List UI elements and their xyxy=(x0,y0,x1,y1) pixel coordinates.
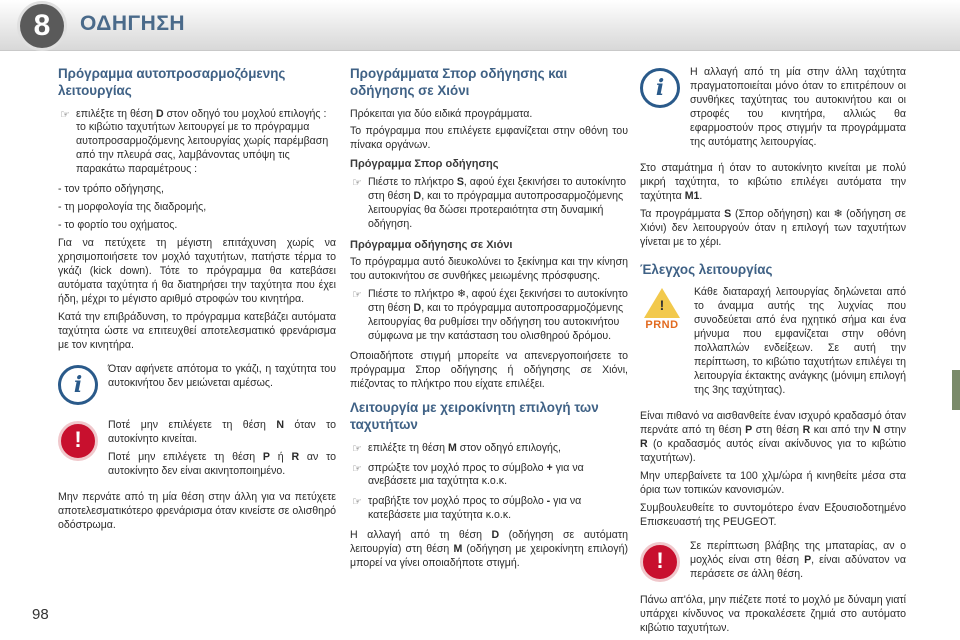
column-1 xyxy=(58,66,336,537)
section-heading-sport-snow: Προγράμματα Σπορ οδήγησης και οδήγησης σε Χιόνι xyxy=(350,66,568,98)
paragraph-deceleration: Κατά την επιβράδυνση, το πρόγραμμα κατεβάζει αυτόματα ταχύτητα ώστε να επιτευχθεί αποτελεσματικό φρενάρισμα με τον κινητήρα. xyxy=(58,311,336,352)
subheading-snow: Πρόγραμμα οδήγησης σε Χιόνι xyxy=(350,238,513,251)
bullet-manual-down: ☞ τραβήξτε τον μοχλό προς το σύμβολο - για να κατεβάσετε μια ταχύτητα κ.ο.κ. xyxy=(352,495,582,522)
warning-icon xyxy=(640,542,680,582)
section-heading-check: Έλεγχος λειτουργίας xyxy=(640,261,773,277)
pointer-icon: ☞ xyxy=(352,289,362,302)
pointer-icon: ☞ xyxy=(352,442,362,455)
info-icon xyxy=(58,365,98,405)
pointer-icon: ☞ xyxy=(352,176,362,189)
param-vehicle-load: - το φορτίο του οχήματος. xyxy=(58,219,178,232)
bullet-manual-m: ☞ επιλέξτε τη θέση M στον οδηγό επιλογής, xyxy=(352,441,561,455)
warning-box-battery: ! Σε περίπτωση βλάβης της μπαταρίας, αν ο μοχλός είναι στη θέση P, είναι αδύνατον να περάσετε σε άλλη θέση. xyxy=(640,540,906,586)
pointer-icon: ☞ xyxy=(60,108,70,121)
chapter-side-tab xyxy=(952,370,960,410)
section-heading-adaptive: Πρόγραμμα αυτοπροσαρμοζόμενης λειτουργίας xyxy=(58,66,286,98)
pointer-icon: ☞ xyxy=(352,462,362,475)
subheading-sport: Πρόγραμμα Σπορ οδήγησης xyxy=(350,158,499,171)
check-box-prnd: ! PRND Κάθε διαταραχή λειτουργίας δηλώνεται από το άναμμα αυτής της λυχνίας που συνοδεύεται από ένα ηχητικό σήμα και ένα μήνυμα που εμφανίζεται στην οθόνη πολλαπλών ενδείξεων. Σε αυτή την περίπτωση, το κιβώτιο ταχυτήτων επιλέγει τη λειτουργία έκτακτης ανάγκης (μόνιμη επιλογή της 3ης ταχύτητας). xyxy=(640,286,906,402)
param-driving-style: - τον τρόπο οδήγησης, xyxy=(58,183,164,196)
warning-box-gear-selection: ! Ποτέ μην επιλέγετε τη θέση N όταν το αυτοκίνητο κινείται. Ποτέ μην επιλέγετε τη θέση P ή R αν το αυτοκίνητο δεν είναι ακινητοποιημένο. xyxy=(58,419,336,483)
chapter-title: ΟΔΗΓΗΣΗ xyxy=(80,12,186,35)
column-2: Προγράμματα Σπορ οδήγησης και οδήγησης σε Χιόνι Πρόκειται για δύο ειδικά προγράμματα. Το πρόγραμμα που επιλέγετε εμφανίζεται στην οθόνη του πίνακα οργάνων. Πρόγραμμα Σπορ οδήγησης ☞ Πιέστε το πλήκτρο S, αφού έχει ξεκινήσει το αυτοκίνητο στη θέση D, και το πρόγραμμα αυτοπροσαρμοζόμενης λειτουργίας θα δώσει προτεραιότητα στη δυναμική οδήγηση. Πρόγραμμα οδήγησης σε Χιόνι Το πρόγραμμα αυτό διευκολύνει το ξεκίνημα και την κίνηση του αυτοκινήτου σε συνθήκες μειωμένης πρόσφυσης. ☞ Πιέστε το πλήκτρο ❄, αφού έχει ξεκινήσει το αυτοκίνητο στη θέση D, και το πρόγραμμα αυτοπροσαρμοζόμενης λειτουργίας θα ρυθμίσει την οδήγηση του αυτοκινήτου σύμφωνα με την κατάσταση του ολισθηρού δρόμου. Οποιαδήποτε στιγμή μπορείτε να απενεργοποιήσετε το πρόγραμμα Σπορ οδήγησης ή οδήγησης σε Χιόνι, πιέζοντας το πλήκτρο που είχατε επιλέξει. Λειτουργία με χειροκίνητη επιλογή των ταχυτήτων ☞ επιλέξτε τη θέση M στον οδηγό επιλογής, ☞ σπρώξτε τον μοχλό προς το σύμβολο + για να ανεβάσετε μια ταχύτητα κ.ο.κ. ☞ τραβήξτε τον μοχλό προς το σύμβολο - για να κατεβάσετε μια ταχύτητα κ.ο.κ. Η αλλαγή από τη θέση D (οδήγηση σε αυτόματη λειτουργία) στη θέση M (οδήγηση με χειροκίνητη επιλογή) μπορεί να γίνει οποιαδήποτε στιγμή. xyxy=(350,66,629,570)
page-number: 98 xyxy=(32,606,49,623)
chapter-number-badge: 8 xyxy=(20,4,64,48)
bullet-snow: ☞ Πιέστε το πλήκτρο ❄, αφού έχει ξεκινήσει το αυτοκίνητο στη θέση D, και το πρόγραμμα αυτοπροσαρμοζόμενης λειτουργίας θα ρυθμίσει την οδήγηση του αυτοκινήτου σύμφωνα με την κατάσταση του ολισθηρού δρόμου. xyxy=(352,288,628,343)
warning-icon xyxy=(58,421,98,461)
section-heading-manual: Λειτουργία με χειροκίνητη επιλογή των ταχυτήτων xyxy=(350,400,599,432)
snowflake-icon: ❄ xyxy=(456,288,466,301)
paragraph-deactivate: Οποιαδήποτε στιγμή μπορείτε να απενεργοποιήσετε το πρόγραμμα Σπορ οδήγησης ή οδήγησης σε Χιόνι, πιέζοντας το πλήκτρο που είχατε επιλέξει. xyxy=(350,350,628,391)
info-box-gear-change: i Η αλλαγή από τη μία στην άλλη ταχύτητα πραγματοποιείται μόνο όταν το επιτρέπουν οι συνθήκες ταχύτητας του αυτοκινήτου και οι στροφές του κινητήρα, αλλιώς θα εφαρμοστούν προς στιγμήν τα προγράμματα της αυτόματης λειτουργίας. xyxy=(640,66,906,154)
pointer-icon: ☞ xyxy=(352,496,362,509)
column-3: i Η αλλαγή από τη μία στην άλλη ταχύτητα πραγματοποιείται μόνο όταν το επιτρέπουν οι συνθήκες ταχύτητας του αυτοκινήτου και οι στροφές του κινητήρα, αλλιώς θα εφαρμοστούν προς στιγμήν τα προγράμματα της αυτόματης λειτουργίας. Στο σταμάτημα ή όταν το αυτοκίνητο κινείται με πολύ μικρή ταχύτητα, το κιβώτιο επιλέγει αυτόματα την ταχύτητα M1. Τα προγράμματα S (Σπορ οδήγηση) και ❄ (οδήγηση σε Χιόνι) δεν λειτουργούν όταν η επιλογή των ταχυτήτων γίνεται με το χέρι. Έλεγχος λειτουργίας ! PRND Κάθε διαταραχή λειτουργίας δηλώνεται από το άναμμα αυτής της λυχνίας που συνοδεύεται από ένα ηχητικό σήμα και ένα μήνυμα που εμφανίζεται στην οθόνη πολλαπλών ενδείξεων. Σε αυτή την περίπτωση, το κιβώτιο ταχυτήτων επιλέγει τη λειτουργία έκτακτης ανάγκης (μόνιμη επιλογή της 3ης ταχύτητας). Είναι πιθανό να αισθανθείτε έναν ισχυρό κραδασμό όταν περνάτε από τη θέση P στη θέση R και από την N στην R (ο κραδασμός αυτός είναι ακίνδυνος για το κιβώτιο ταχυτήτων). Μην υπερβαίνετε τα 100 χλμ/ώρα ή κινηθείτε μέσα στα όρια των τοπικών κανονισμών. Συμβουλευθείτε το συντομότερο έναν Εξουσιοδοτημένο Επισκευαστή της PEUGEOT. ! Σε περίπτωση βλάβης της μπαταρίας, αν ο μοχλός είναι στη θέση P, είναι αδύνατον να περάσετε σε άλλη θέση. Πάνω απ'όλα, μην πιέζετε ποτέ το μοχλό με δύναμη γιατί υπάρχει κίνδυνος να προκαλέσετε ζημιά στο αυτόματο κιβώτιο ταχυτήτων. xyxy=(640,66,906,640)
paragraph-kickdown: Για να πετύχετε τη μέγιστη επιτάχυνση χωρίς να χρησιμοποιήσετε τον μοχλό ταχυτήτων, πατήστε τέρμα το γκάζι (kick down). Τότε το πρόγραμμα θα κατεβάσει αυτόματα ταχύτητα ή θα διατηρήσει την ταχύτητα που έχει ήδη, μέχρι το μέγιστο αριθμό στροφών του κινητήρα. xyxy=(58,237,336,306)
bullet-sport: ☞ Πιέστε το πλήκτρο S, αφού έχει ξεκινήσει το αυτοκίνητο στη θέση D, και το πρόγραμμα αυτοπροσαρμοζόμενης λειτουργίας θα δώσει προτεραιότητα στη δυναμική οδήγηση. xyxy=(352,175,627,230)
bullet-select-d: ☞ επιλέξτε τη θέση D στον οδηγό του μοχλού επιλογής : το κιβώτιο ταχυτήτων λειτουργεί με το πρόγραμμα αυτοπροσαρμοζόμενης λειτουργίας χωρίς παρέμβαση από την πλευρά σας, λαμβάνοντας υπόψη τις παρακάτω παραμέτρους : xyxy=(60,107,329,176)
paragraph-d-to-m: Η αλλαγή από τη θέση D (οδήγηση σε αυτόματη λειτουργία) στη θέση M (οδήγηση με χειροκίνητη επιλογή) μπορεί να γίνει οποιαδήποτε στιγμή. xyxy=(350,529,629,570)
prnd-warning-icon: ! PRND xyxy=(640,288,684,332)
snowflake-icon: ❄ xyxy=(833,207,843,220)
info-box-throttle: i Όταν αφήνετε απότομα το γκάζι, η ταχύτητα του αυτοκινήτου δεν μειώνεται αμέσως. xyxy=(58,363,336,405)
info-icon xyxy=(640,68,680,108)
paragraph-slippery-road: Μην περνάτε από τη μία θέση στην άλλη για να πετύχετε αποτελεσματικότερο φρενάρισμα όταν κινείστε σε ολισθηρό οδόστρωμα. xyxy=(58,490,336,531)
param-route-profile: - τη μορφολογία της διαδρομής, xyxy=(58,201,207,214)
bullet-manual-up: ☞ σπρώξτε τον μοχλό προς το σύμβολο + για να ανεβάσετε μια ταχύτητα κ.ο.κ. xyxy=(352,461,584,488)
